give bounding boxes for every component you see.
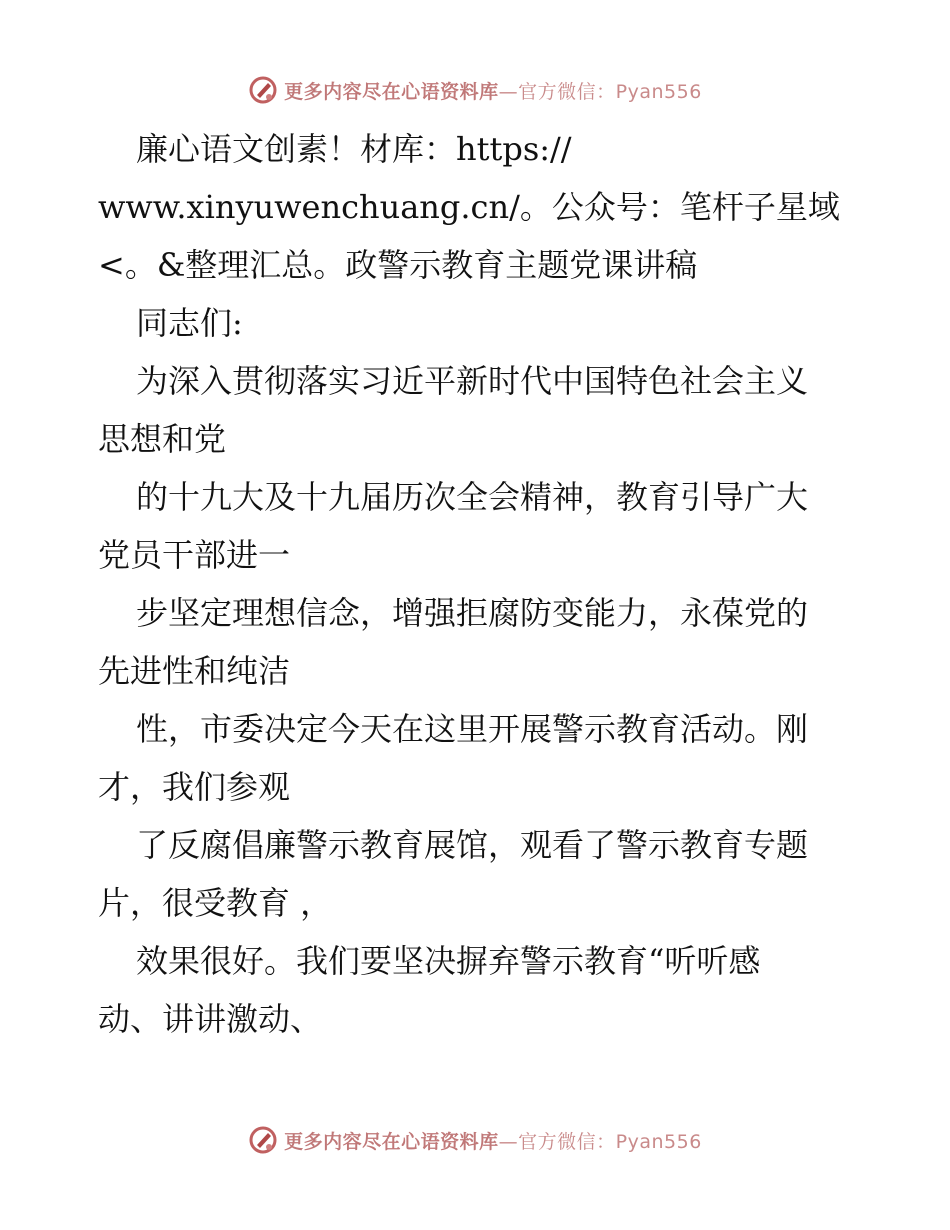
document-body [98,120,858,1048]
text-line: 思想和党 [98,420,227,458]
text-line: 为深入贯彻落实习近平新时代中国特色社会主义 [136,362,809,400]
footer-banner [0,1120,950,1160]
banner-wechat: 官方微信：Pyan556 [518,80,702,103]
text-line: www.xinyuwenchuang.cn/。公众号：笔杆子星域 [98,188,840,226]
banner-text [284,1127,702,1154]
banner-separator: — [498,80,519,103]
text-line: 才，我们参观 [98,768,291,806]
text-line: 廉心语文创素！材库：https:// [136,130,572,168]
banner-brand: 更多内容尽在心语资料库 [284,80,499,103]
brand-logo-icon [248,1125,278,1155]
text-line: 的十九大及十九届历次全会精神，教育引导广大 [136,478,809,516]
brand-logo-icon [248,75,278,105]
text-line: 了反腐倡廉警示教育展馆，观看了警示教育专题 [136,826,809,864]
banner-wechat: 官方微信：Pyan556 [518,1130,702,1153]
document-title-line: <。&整理汇总。政警示教育主题党课讲稿 [98,246,698,284]
text-line: 步坚定理想信念，增强拒腐防变能力，永葆党的 [136,594,809,632]
salutation: 同志们: [136,304,243,342]
header-banner [0,70,950,110]
text-line: 先进性和纯洁 [98,652,291,690]
text-line: 动、讲讲激动、 [98,1000,323,1038]
banner-brand: 更多内容尽在心语资料库 [284,1130,499,1153]
text-line: 性，市委决定今天在这里开展警示教育活动。刚 [136,710,809,748]
text-line: 片，很受教育 ， [98,884,333,922]
text-line: 效果很好。我们要坚决摒弃警示教育“听听感 [136,942,761,980]
banner-text [284,77,702,104]
banner-separator: — [498,1130,519,1153]
text-line: 党员干部进一 [98,536,291,574]
